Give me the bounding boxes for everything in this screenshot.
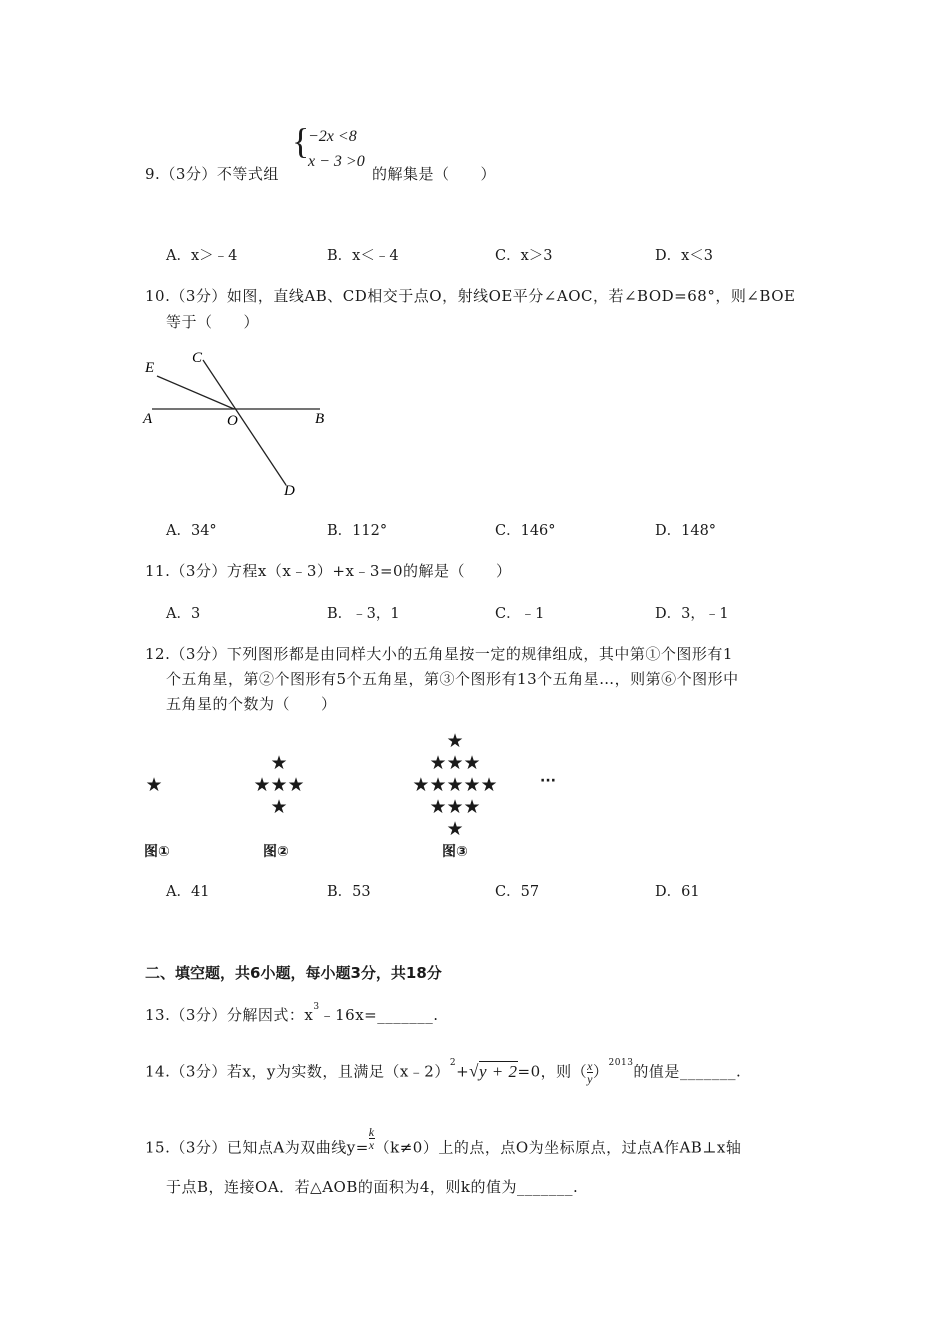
q15-answer-blank[interactable]: _______	[516, 1178, 573, 1196]
star-row: ★★★	[429, 796, 481, 818]
q10-stem-line2: 等于（ ）	[166, 313, 260, 331]
q14-radicand: y + 2	[479, 1061, 518, 1081]
star-row: ★	[446, 730, 464, 752]
q15-frac-den: x	[368, 1138, 375, 1152]
q10-option-a[interactable]: A．34°	[166, 523, 217, 539]
q11-text: 方程x（x﹣3）+x﹣3=0的解是（ ）	[226, 562, 512, 580]
q15-score: （3分）	[170, 1138, 227, 1157]
label-e: E	[145, 360, 155, 376]
q12-fig3-label: 图③	[442, 844, 468, 860]
star-row: ★	[270, 752, 288, 774]
q14-frac-num: x	[587, 1059, 593, 1073]
q10-option-d[interactable]: D．148°	[655, 523, 717, 539]
q9-number: 9.	[145, 165, 161, 183]
q11-number: 11.	[145, 562, 171, 580]
q10-number: 10.	[145, 287, 171, 305]
star-row: ★	[145, 774, 163, 796]
q14-plus: +	[456, 1062, 470, 1081]
q14-exponent-2013: 2013	[608, 1058, 634, 1068]
star-row: ★★★	[253, 774, 305, 796]
ray-oe	[157, 376, 234, 409]
q13-score: （3分）	[170, 1006, 227, 1024]
q12-option-d[interactable]: D．61	[655, 884, 700, 900]
q14-text-after: 的值是	[633, 1062, 680, 1081]
q11-score: （3分）	[170, 562, 227, 580]
q10-figure	[140, 345, 340, 505]
q14-exponent-2: 2	[449, 1058, 457, 1068]
q14-frac-den: y	[587, 1072, 593, 1086]
q15-frac-num: k	[368, 1125, 375, 1139]
q13-answer-blank[interactable]: _______	[377, 1006, 434, 1024]
q14-answer-blank[interactable]: _______	[679, 1062, 736, 1081]
q15-number: 15.	[145, 1138, 171, 1157]
q9-option-c[interactable]: C．x＞3	[495, 248, 553, 264]
q10-score: （3分）	[170, 287, 227, 305]
q12-option-b[interactable]: B．53	[327, 884, 371, 900]
q14-sqrt: √y + 2	[469, 1061, 518, 1081]
q12-fig1-stars	[144, 774, 164, 796]
q14-text-before: 若x，y为实数，且满足（x﹣2）	[226, 1062, 450, 1081]
q12-fig3-stars	[405, 730, 505, 840]
q12-stem-line2: 个五角星，第②个图形有5个五角星，第③个图形有13个五角星…，则第⑥个图形中	[166, 670, 739, 688]
q11-stem	[145, 560, 512, 581]
q10-option-c[interactable]: C．146°	[495, 523, 556, 539]
q12-option-c[interactable]: C．57	[495, 884, 540, 900]
q14-close: ）	[593, 1062, 609, 1081]
q13-stem	[145, 1004, 439, 1025]
q10-stem-line1	[145, 285, 795, 306]
star-row: ★★★	[429, 752, 481, 774]
ineq-2: x − 3 >0	[308, 153, 365, 170]
q13-number: 13.	[145, 1006, 171, 1024]
q14-text-mid: =0，则（	[517, 1062, 588, 1081]
label-a: A	[143, 411, 153, 427]
label-o: O	[227, 413, 238, 429]
q15-stem-line2	[166, 1176, 578, 1197]
label-c: C	[192, 350, 203, 366]
q13-end: .	[433, 1006, 439, 1024]
star-row: ★	[270, 796, 288, 818]
q13-exponent: 3	[313, 1002, 320, 1012]
q15-text-line2: 于点B，连接OA．若△AOB的面积为4，则k的值为	[166, 1178, 517, 1196]
q13-text-before: 分解因式：x	[226, 1006, 314, 1024]
ineq-system-brace: {	[292, 121, 310, 161]
q12-fig1-label: 图①	[144, 844, 170, 860]
q15-text-after: （k≠0）上的点，点O为坐标原点，过点A作AB⊥x轴	[374, 1138, 742, 1157]
q9-stem	[145, 163, 279, 184]
q11-option-a[interactable]: A．3	[166, 606, 201, 622]
q12-fig2-stars	[244, 752, 314, 818]
q9-score: （3分）	[160, 165, 217, 183]
q9-text-before: 不等式组	[216, 165, 279, 183]
q15-stem-line1	[145, 1125, 742, 1161]
q9-option-d[interactable]: D．x＜3	[655, 248, 714, 264]
line-cd	[203, 360, 286, 485]
ineq-1: −2x <8	[308, 128, 357, 145]
q14-number: 14.	[145, 1062, 171, 1081]
q13-text-after: ﹣16x=	[319, 1006, 378, 1024]
q9-text-after: 的解集是（ ）	[372, 165, 497, 183]
q10-option-b[interactable]: B．112°	[327, 523, 388, 539]
q12-stem-line1	[145, 643, 733, 664]
q15-text-before: 已知点A为双曲线y=	[226, 1138, 369, 1157]
q14-stem	[145, 1060, 741, 1085]
label-b: B	[315, 411, 325, 427]
q12-number: 12.	[145, 645, 171, 663]
q10-text-line1: 如图，直线AB、CD相交于点O，射线OE平分∠AOC，若∠BOD=68°，则∠BOE	[226, 287, 796, 305]
section-2-title: 二、填空题，共6小题，每小题3分，共18分	[145, 964, 442, 982]
q12-ellipsis: ···	[540, 773, 556, 789]
star-row: ★★★★★	[412, 774, 498, 796]
q12-fig2-label: 图②	[263, 844, 289, 860]
q9-option-b[interactable]: B．x＜﹣4	[327, 248, 399, 264]
q11-option-d[interactable]: D．3，﹣1	[655, 606, 729, 622]
q14-score: （3分）	[170, 1062, 227, 1081]
label-d: D	[284, 483, 295, 499]
q14-end: .	[735, 1062, 742, 1081]
q11-option-b[interactable]: B．﹣3，1	[327, 606, 400, 622]
q15-end: .	[572, 1178, 579, 1196]
q15-fraction	[369, 1126, 375, 1151]
q12-option-a[interactable]: A．41	[166, 884, 210, 900]
q9-option-a[interactable]: A．x＞﹣4	[166, 248, 238, 264]
q12-score: （3分）	[170, 645, 227, 663]
q12-stem-line3: 五角星的个数为（ ）	[166, 695, 337, 713]
q12-text-line1: 下列图形都是由同样大小的五角星按一定的规律组成，其中第①个图形有1	[226, 645, 733, 663]
star-row: ★	[446, 818, 464, 840]
q11-option-c[interactable]: C．﹣1	[495, 606, 545, 622]
